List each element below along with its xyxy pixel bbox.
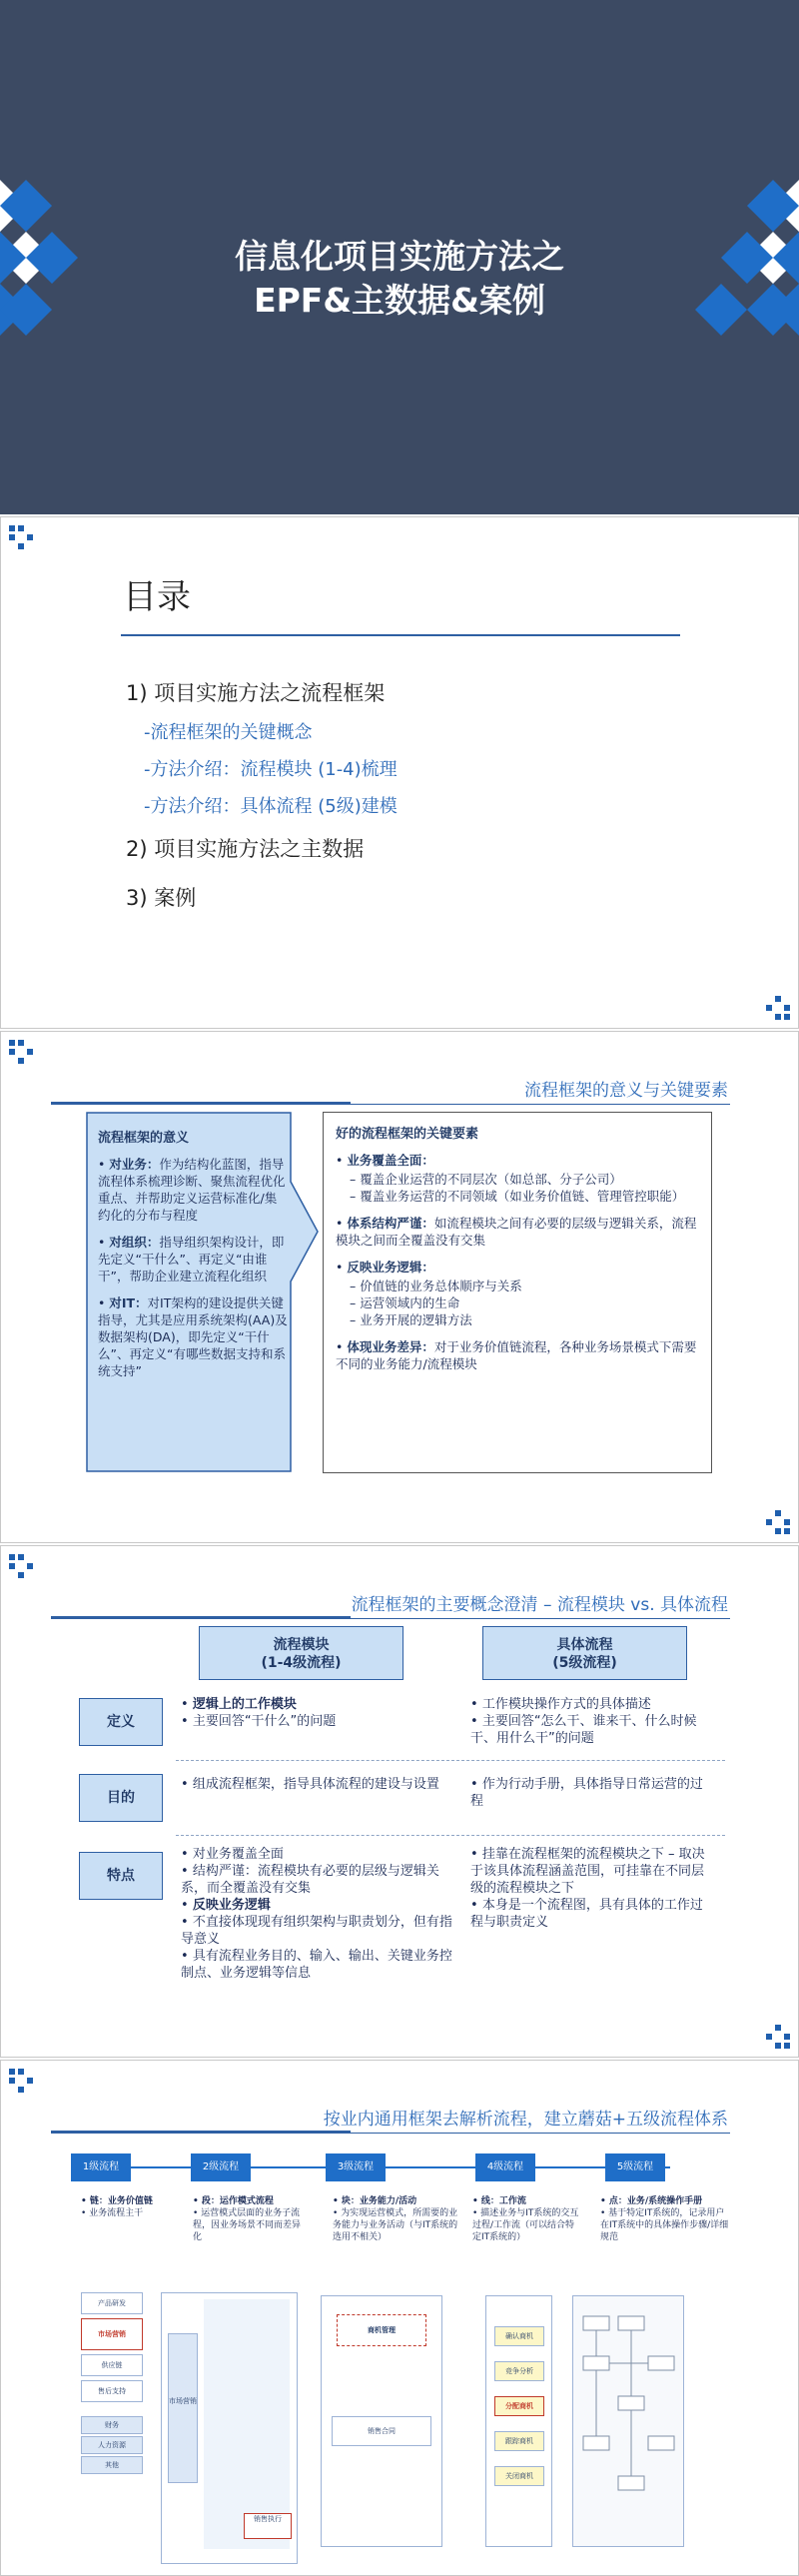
element-coverage-d2: – 覆盖业务运营的不同领域（如业务价值链、管理管控职能） xyxy=(350,1189,685,1204)
title-rule-thin xyxy=(51,1618,730,1619)
significance-bullet-it: • 对IT：对IT架构的建设提供关键指导，尤其是应用系统架构(AA)及数据架构(DA)，即先定义“干什么”、再定义“有哪些数据支持和系统支持” xyxy=(98,1295,288,1378)
cover-title-line2: EPF&主数据&案例 xyxy=(254,281,545,320)
level-3-diagram: 商机管理 销售合同 xyxy=(321,2295,442,2547)
level-5-box: 5级流程 xyxy=(605,2153,665,2181)
level-2-grid xyxy=(204,2299,290,2549)
toc-slide xyxy=(0,516,799,1029)
concept-clarification-slide xyxy=(0,1545,799,2058)
toc-subitem-2[interactable]: -方法介绍：流程模块 (1-4)梳理 xyxy=(144,759,398,780)
significance-bullet-organization: • 对组织：指导组织架构设计，即先定义“干什么”、再定义“由谁干”，帮助企业建立流程化组织 xyxy=(98,1235,285,1284)
row-divider-2 xyxy=(176,1835,725,1836)
slide-title: 按业内通用框架去解析流程，建立蘑菇+五级流程体系 xyxy=(323,2110,728,2130)
row-divider-1 xyxy=(176,1760,725,1761)
significance-title: 流程框架的意义 xyxy=(98,1131,190,1146)
toc-subitem-1[interactable]: -流程框架的关键概念 xyxy=(144,722,313,743)
slide-title: 流程框架的主要概念澄清 – 流程模块 vs. 具体流程 xyxy=(351,1595,728,1615)
cell-features-specific: • 挂靠在流程框架的流程模块之下 – 取决于该具体流程涵盖范围，可挂靠在不同层级的流程模块之下 • 本身是一个流程图，具有具体的工作过程与职责定义 xyxy=(470,1847,705,1930)
corner-dots-top-left xyxy=(9,2069,33,2093)
title-rule-thin xyxy=(51,1104,730,1105)
level-4-note: • 线：工作流 • 描述业务与IT系统的交互过程/工作流（可以结合特定IT系统的） xyxy=(472,2196,579,2242)
row-label-purpose: 目的 xyxy=(79,1774,163,1822)
five-level-framework-slide xyxy=(0,2060,799,2576)
level-3-note: • 块：业务能力/活动 • 为实现运营模式，所需要的业务能力与业务活动（与IT系统的选用不相关） xyxy=(333,2196,458,2242)
element-difference: • 体现业务差异：对于业务价值链流程，各种业务场景模式下需要不同的业务能力/流程模块 xyxy=(336,1339,697,1371)
corner-dots-bottom-right xyxy=(766,2025,790,2049)
row-label-definition: 定义 xyxy=(79,1698,163,1746)
level-1-box: 1级流程 xyxy=(71,2153,131,2181)
level-2-diagram: 市场营销 销售执行 xyxy=(161,2292,298,2564)
level-2-box: 2级流程 xyxy=(191,2153,251,2181)
corner-dots-top-left xyxy=(9,1040,33,1064)
level-4-box: 4级流程 xyxy=(475,2153,535,2181)
cover-slide xyxy=(0,0,799,514)
element-logic-d3: – 业务开展的逻辑方法 xyxy=(350,1312,472,1327)
level-3-box: 3级流程 xyxy=(326,2153,386,2181)
level-2-note: • 段：运作模式流程 • 运营模式层面的业务子流程，因业务场景不同而差异化 xyxy=(193,2196,302,2242)
corner-dots-bottom-right xyxy=(766,1510,790,1534)
framework-significance-slide xyxy=(0,1031,799,1543)
cover-title xyxy=(0,235,799,323)
cover-title-line1: 信息化项目实施方法之 xyxy=(235,237,564,276)
element-logic-d1: – 价值链的业务总体顺序与关系 xyxy=(350,1279,522,1293)
significance-bullet-business: • 对业务：作为结构化蓝图，指导流程体系梳理诊断、聚焦流程优化重点、并帮助定义运营标准化/集约化的分布与程度 xyxy=(98,1157,286,1223)
corner-dots-top-left xyxy=(9,525,33,549)
corner-dots-bottom-right xyxy=(766,996,790,1020)
level-5-flowchart xyxy=(573,2296,683,2546)
level-5-diagram xyxy=(572,2295,684,2547)
cell-definition-specific: • 工作模块操作方式的具体描述 • 主要回答“怎么干、谁来干、什么时候干、用什么干”的问题 xyxy=(470,1697,697,1746)
significance-content xyxy=(98,1127,288,1389)
element-coverage: • 业务覆盖全面： xyxy=(336,1153,434,1168)
toc-item-1[interactable]: 1) 项目实施方法之流程框架 xyxy=(126,681,386,705)
cell-purpose-module: • 组成流程框架，指导具体流程的建设与设置 xyxy=(181,1777,439,1792)
level-4-diagram: 确认商机 竞争分析 分配商机 跟踪商机 关闭商机 xyxy=(485,2295,552,2547)
toc-divider xyxy=(121,634,680,636)
element-coverage-d1: – 覆盖企业运营的不同层次（如总部、分子公司） xyxy=(350,1172,622,1187)
element-logic: • 反映业务逻辑： xyxy=(336,1260,434,1275)
level-1-diagram: 产品研发 市场营销 供应链 售后支持 财务 人力资源 其他 xyxy=(81,2292,145,2562)
cell-features-module: • 对业务覆盖全面 • 结构严谨：流程模块有必要的层级与逻辑关系，而全覆盖没有交集 • 反映业务逻辑 • 不直接体现现有组织架构与职责划分，但有指导意义 • 具有流程业务目的、输入、输出、关键业务控制点、业务逻辑等信息 xyxy=(181,1847,452,1981)
cell-definition-module: • 逻辑上的工作模块 • 主要回答“干什么”的问题 xyxy=(181,1697,337,1729)
key-elements-panel xyxy=(323,1112,712,1473)
corner-dots-top-left xyxy=(9,1554,33,1578)
column-header-module: 流程模块 (1-4级流程) xyxy=(199,1626,403,1680)
level-5-note: • 点：业务/系统操作手册 • 基于特定IT系统的，记录用户在IT系统中的具体操作步骤/详细规范 xyxy=(600,2196,729,2242)
toc-item-3[interactable]: 3) 案例 xyxy=(126,886,197,910)
toc-item-2[interactable]: 2) 项目实施方法之主数据 xyxy=(126,837,365,861)
element-structure: • 体系结构严谨：如流程模块之间有必要的层级与逻辑关系，流程模块之间而全覆盖没有交集 xyxy=(336,1216,697,1248)
key-elements-title: 好的流程框架的关键要素 xyxy=(336,1127,479,1142)
toc-heading: 目录 xyxy=(123,577,191,617)
level-1-note: • 链：业务价值链 • 业务流程主干 xyxy=(81,2196,153,2218)
slide-title: 流程框架的意义与关键要素 xyxy=(524,1081,728,1101)
cell-purpose-specific: • 作为行动手册，具体指导日常运营的过程 xyxy=(470,1777,703,1809)
element-logic-d2: – 运营领域内的生命 xyxy=(350,1295,460,1310)
column-header-specific: 具体流程 (5级流程) xyxy=(482,1626,687,1680)
row-label-features: 特点 xyxy=(79,1852,163,1900)
toc-subitem-3[interactable]: -方法介绍：具体流程 (5级)建模 xyxy=(144,796,398,817)
title-rule-thin xyxy=(51,2133,730,2134)
